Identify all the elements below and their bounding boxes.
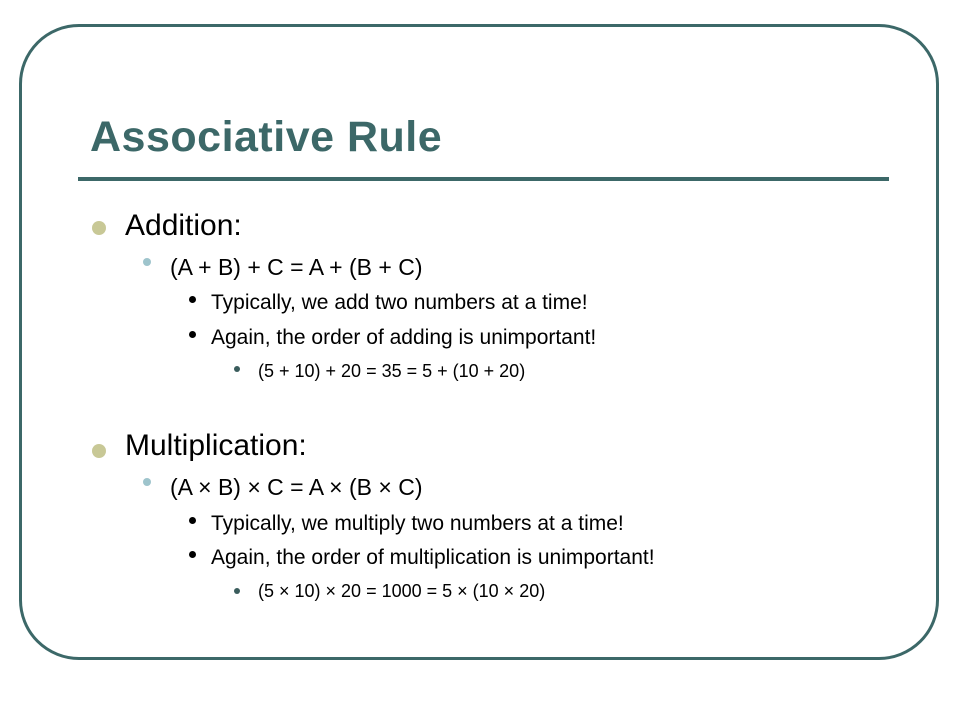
section-heading-addition: Addition: xyxy=(125,209,242,242)
title-underline xyxy=(78,177,889,181)
bullet-level1 xyxy=(92,444,106,458)
bullet-level4 xyxy=(234,366,240,372)
bullet-level1 xyxy=(92,221,106,235)
note-addition-2: Again, the order of adding is unimportant! xyxy=(211,326,597,349)
rule-multiplication: (A × B) × C = A × (B × C) xyxy=(170,474,423,500)
bullet-level3 xyxy=(189,296,196,303)
slide-title: Associative Rule xyxy=(90,113,443,161)
note-addition-1: Typically, we add two numbers at a time! xyxy=(211,291,588,314)
bullet-level3 xyxy=(189,331,196,338)
bullet-level2 xyxy=(143,478,151,486)
bullet-level4 xyxy=(234,588,240,594)
example-multiplication: (5 × 10) × 20 = 1000 = 5 × (10 × 20) xyxy=(258,581,546,601)
rule-addition: (A + B) + C = A + (B + C) xyxy=(170,254,423,280)
bullet-level3 xyxy=(189,517,196,524)
bullet-level2 xyxy=(143,258,151,266)
example-addition: (5 + 10) + 20 = 35 = 5 + (10 + 20) xyxy=(258,361,526,381)
note-multiplication-1: Typically, we multiply two numbers at a time! xyxy=(211,512,624,535)
bullet-level3 xyxy=(189,551,196,558)
note-multiplication-2: Again, the order of multiplication is unimportant! xyxy=(211,546,655,569)
section-heading-multiplication: Multiplication: xyxy=(125,429,307,462)
